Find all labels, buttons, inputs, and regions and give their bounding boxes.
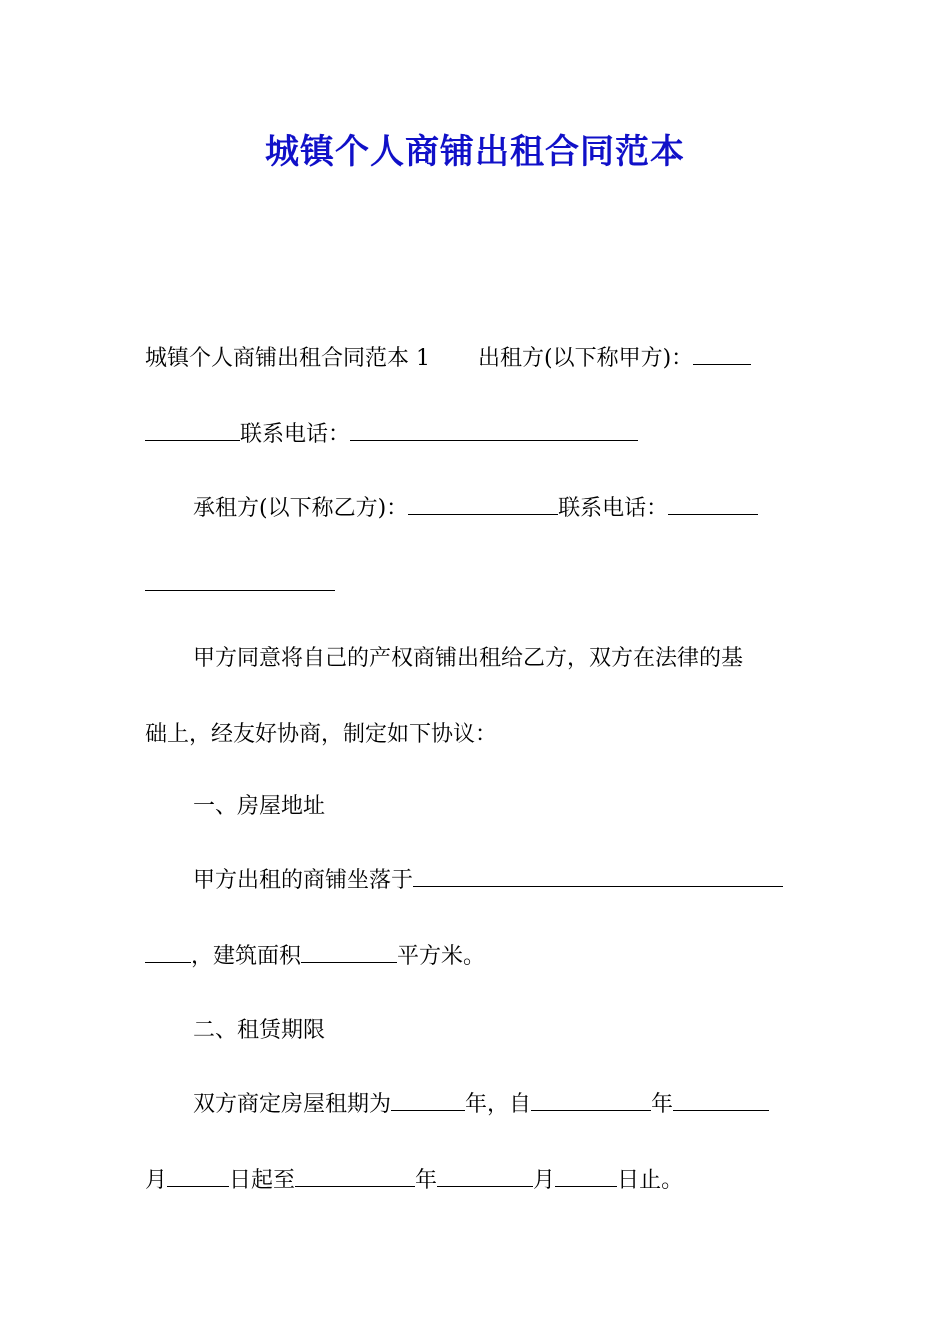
term-text-c: 年 <box>651 1092 674 1117</box>
address-text: 甲方出租的商铺坐落于 <box>193 868 414 893</box>
term-text-a: 双方商定房屋租期为 <box>193 1092 392 1117</box>
lessee-phone-label: 联系电话： <box>558 496 669 521</box>
start-month-blank[interactable] <box>673 1092 769 1111</box>
start-year-blank[interactable] <box>531 1092 651 1111</box>
address-blank[interactable] <box>413 868 783 887</box>
area-line <box>145 942 810 972</box>
intro-line <box>145 344 810 374</box>
lessor-phone-blank[interactable] <box>350 422 638 441</box>
end-year-blank[interactable] <box>295 1168 415 1187</box>
area-text-b: 平方米。 <box>397 944 486 969</box>
term-text-e: 日起至 <box>229 1168 296 1193</box>
lessor-name-blank[interactable] <box>693 346 751 365</box>
term-line-1 <box>193 1090 810 1120</box>
term-text-g: 月 <box>533 1168 556 1193</box>
lessee-line <box>193 494 810 524</box>
term-years-blank[interactable] <box>391 1092 465 1111</box>
section2-heading: 二、租赁期限 <box>193 1018 326 1043</box>
lessee-name-blank[interactable] <box>408 496 558 515</box>
term-line-2 <box>145 1166 810 1196</box>
address-blank-cont[interactable] <box>145 944 191 963</box>
agreement-line-2: 础上，经友好协商，制定如下协议： <box>145 722 498 747</box>
area-text-a: ，建筑面积 <box>191 944 302 969</box>
agreement-line-1: 甲方同意将自己的产权商铺出租给乙方，双方在法律的基 <box>193 646 744 671</box>
address-line <box>193 866 810 896</box>
lessee-phone-blank[interactable] <box>668 496 758 515</box>
term-text-h: 日止。 <box>617 1168 684 1193</box>
term-text-f: 年 <box>415 1168 438 1193</box>
lessor-name-blank-cont[interactable] <box>145 422 240 441</box>
end-month-blank[interactable] <box>437 1168 533 1187</box>
intro-heading: 城镇个人商铺出租合同范本 1 <box>145 346 430 371</box>
start-day-blank[interactable] <box>167 1168 229 1187</box>
lessor-label: 出租方(以下称甲方)： <box>478 346 694 371</box>
lessor-phone-label: 联系电话： <box>240 422 351 447</box>
section1-heading: 一、房屋地址 <box>193 794 326 819</box>
lessor-phone-line <box>145 420 810 450</box>
lessee-phone-blank-cont[interactable] <box>145 572 335 591</box>
lessee-phone-cont-line <box>145 570 810 600</box>
area-blank[interactable] <box>301 944 397 963</box>
term-text-b: 年，自 <box>465 1092 532 1117</box>
document-title: 城镇个人商铺出租合同范本 <box>265 132 685 172</box>
end-day-blank[interactable] <box>555 1168 617 1187</box>
term-text-d: 月 <box>145 1168 168 1193</box>
lessee-label: 承租方(以下称乙方)： <box>193 496 409 521</box>
